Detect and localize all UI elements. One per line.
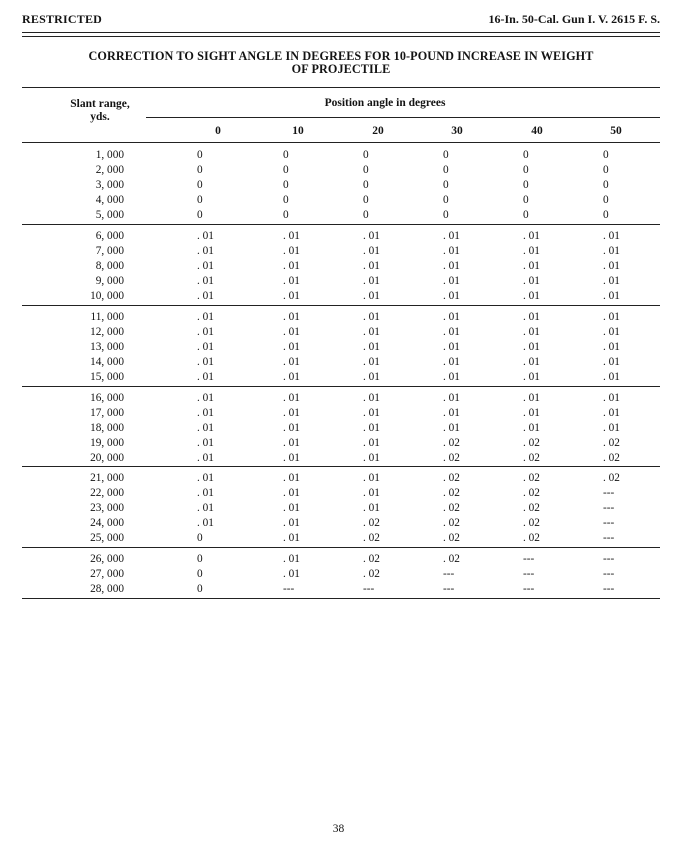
correction-value-cell: 0 (363, 164, 369, 176)
correction-value-cell: . 01 (603, 311, 620, 323)
correction-value-cell: . 01 (197, 487, 214, 499)
slant-range-cell: 16, 000 (90, 392, 124, 404)
header-bottom-rule (22, 142, 660, 143)
correction-value-cell: 0 (443, 194, 449, 206)
correction-value-cell: 0 (523, 164, 529, 176)
correction-value-cell: 0 (363, 209, 369, 221)
correction-value-cell: --- (283, 583, 295, 595)
correction-value-cell: . 02 (603, 452, 620, 464)
correction-value-cell: 0 (197, 583, 203, 595)
correction-value-cell: . 01 (283, 230, 300, 242)
correction-value-cell: 0 (603, 209, 609, 221)
correction-value-cell: . 01 (283, 553, 300, 565)
correction-value-cell: 0 (523, 179, 529, 191)
correction-value-cell: --- (443, 583, 455, 595)
slant-range-cell: 15, 000 (90, 371, 124, 383)
correction-value-cell: 0 (197, 149, 203, 161)
correction-value-cell: --- (603, 532, 615, 544)
position-angle-header: Position angle in degrees (324, 97, 446, 109)
correction-value-cell: . 01 (283, 275, 300, 287)
table-title (22, 50, 660, 76)
correction-value-cell: . 02 (363, 568, 380, 580)
correction-value-cell: . 01 (197, 371, 214, 383)
correction-value-cell: . 02 (443, 437, 460, 449)
correction-value-cell: . 01 (523, 371, 540, 383)
correction-value-cell: . 02 (443, 452, 460, 464)
correction-value-cell: . 01 (363, 392, 380, 404)
correction-value-cell: 0 (443, 179, 449, 191)
correction-value-cell: . 01 (363, 230, 380, 242)
correction-value-cell: --- (603, 487, 615, 499)
correction-value-cell: . 02 (443, 502, 460, 514)
correction-value-cell: 0 (197, 164, 203, 176)
slant-range-header-line-1: Slant range, (70, 98, 130, 110)
group-divider-rule (22, 386, 660, 387)
correction-value-cell: . 01 (283, 452, 300, 464)
page-number: 38 (332, 823, 345, 835)
slant-range-cell: 22, 000 (90, 487, 124, 499)
correction-value-cell: . 01 (523, 245, 540, 257)
correction-value-cell: . 01 (283, 341, 300, 353)
correction-value-cell: . 01 (283, 311, 300, 323)
correction-value-cell: --- (603, 553, 615, 565)
correction-value-cell: . 01 (443, 275, 460, 287)
correction-value-cell: . 01 (363, 245, 380, 257)
correction-value-cell: . 01 (363, 437, 380, 449)
correction-value-cell: 0 (443, 209, 449, 221)
correction-value-cell: . 01 (523, 326, 540, 338)
correction-value-cell: . 01 (603, 407, 620, 419)
slant-range-cell: 10, 000 (90, 290, 124, 302)
correction-value-cell: . 01 (523, 290, 540, 302)
correction-value-cell: . 02 (603, 437, 620, 449)
correction-value-cell: . 02 (523, 487, 540, 499)
correction-value-cell: 0 (197, 209, 203, 221)
angle-header-10: 10 (292, 125, 304, 137)
correction-value-cell: 0 (603, 194, 609, 206)
correction-value-cell: . 01 (197, 311, 214, 323)
correction-value-cell: --- (603, 517, 615, 529)
correction-value-cell: . 01 (603, 392, 620, 404)
slant-range-header (55, 98, 145, 124)
correction-value-cell: . 01 (283, 290, 300, 302)
correction-value-cell: 0 (197, 532, 203, 544)
slant-range-cell: 28, 000 (90, 583, 124, 595)
correction-value-cell: . 01 (283, 371, 300, 383)
correction-value-cell: . 01 (523, 260, 540, 272)
correction-value-cell: . 01 (523, 356, 540, 368)
correction-value-cell: 0 (197, 568, 203, 580)
correction-value-cell: . 01 (197, 452, 214, 464)
angle-header-rule (146, 117, 660, 118)
correction-value-cell: . 01 (197, 275, 214, 287)
slant-range-cell: 3, 000 (95, 179, 124, 191)
correction-value-cell: . 01 (363, 326, 380, 338)
correction-value-cell: . 01 (363, 472, 380, 484)
correction-value-cell: . 01 (363, 275, 380, 287)
correction-value-cell: . 01 (197, 502, 214, 514)
correction-value-cell: . 01 (363, 487, 380, 499)
slant-range-cell: 24, 000 (90, 517, 124, 529)
slant-range-cell: 14, 000 (90, 356, 124, 368)
correction-value-cell: . 02 (363, 532, 380, 544)
correction-value-cell: 0 (603, 179, 609, 191)
correction-value-cell: . 01 (283, 568, 300, 580)
correction-value-cell: 0 (363, 149, 369, 161)
correction-value-cell: . 02 (443, 553, 460, 565)
correction-value-cell: . 01 (197, 392, 214, 404)
correction-value-cell: . 01 (197, 407, 214, 419)
slant-range-cell: 18, 000 (90, 422, 124, 434)
correction-value-cell: . 01 (443, 245, 460, 257)
correction-value-cell: . 02 (523, 517, 540, 529)
correction-value-cell: . 01 (603, 245, 620, 257)
correction-value-cell: . 02 (523, 502, 540, 514)
correction-value-cell: 0 (523, 194, 529, 206)
slant-range-cell: 26, 000 (90, 553, 124, 565)
classification-marking: RESTRICTED (22, 12, 103, 26)
correction-value-cell: . 01 (283, 487, 300, 499)
correction-value-cell: . 01 (197, 230, 214, 242)
correction-value-cell: 0 (197, 194, 203, 206)
correction-value-cell: . 01 (363, 290, 380, 302)
header-rule-secondary (22, 36, 660, 37)
angle-header-50: 50 (610, 125, 622, 137)
correction-value-cell: . 01 (443, 356, 460, 368)
correction-value-cell: . 01 (363, 311, 380, 323)
correction-value-cell: . 01 (363, 356, 380, 368)
correction-value-cell: . 01 (523, 392, 540, 404)
table-title-line-2: OF PROJECTILE (291, 62, 391, 76)
correction-value-cell: . 02 (443, 472, 460, 484)
correction-value-cell: . 02 (523, 437, 540, 449)
correction-value-cell: . 01 (443, 311, 460, 323)
group-divider-rule (22, 305, 660, 306)
correction-value-cell: . 01 (443, 422, 460, 434)
slant-range-cell: 9, 000 (95, 275, 124, 287)
slant-range-cell: 21, 000 (90, 472, 124, 484)
correction-value-cell: . 01 (443, 341, 460, 353)
correction-value-cell: . 01 (523, 311, 540, 323)
slant-range-cell: 6, 000 (95, 230, 124, 242)
correction-value-cell: 0 (523, 209, 529, 221)
correction-value-cell: . 01 (443, 290, 460, 302)
correction-value-cell: . 01 (363, 502, 380, 514)
correction-value-cell: . 01 (283, 356, 300, 368)
correction-value-cell: 0 (283, 149, 289, 161)
header-rule (22, 32, 660, 33)
slant-range-header-line-2: yds. (90, 111, 110, 123)
correction-value-cell: . 01 (283, 472, 300, 484)
correction-value-cell: . 01 (523, 275, 540, 287)
correction-value-cell: . 01 (197, 326, 214, 338)
correction-value-cell: . 01 (283, 532, 300, 544)
correction-value-cell: . 01 (283, 260, 300, 272)
correction-value-cell: . 01 (523, 230, 540, 242)
correction-value-cell: . 02 (363, 517, 380, 529)
slant-range-cell: 25, 000 (90, 532, 124, 544)
correction-value-cell: . 01 (197, 437, 214, 449)
correction-value-cell: --- (523, 568, 535, 580)
correction-value-cell: . 01 (363, 452, 380, 464)
correction-value-cell: 0 (603, 149, 609, 161)
correction-value-cell: . 01 (197, 472, 214, 484)
correction-value-cell: --- (603, 568, 615, 580)
correction-value-cell: 0 (283, 164, 289, 176)
correction-value-cell: . 01 (523, 341, 540, 353)
correction-value-cell: . 01 (283, 437, 300, 449)
correction-value-cell: --- (523, 583, 535, 595)
slant-range-cell: 12, 000 (90, 326, 124, 338)
correction-value-cell: . 01 (603, 356, 620, 368)
correction-value-cell: . 01 (197, 356, 214, 368)
correction-value-cell: . 01 (603, 371, 620, 383)
correction-value-cell: . 01 (197, 245, 214, 257)
correction-value-cell: . 01 (197, 517, 214, 529)
correction-value-cell: --- (363, 583, 375, 595)
slant-range-cell: 1, 000 (95, 149, 124, 161)
correction-value-cell: . 01 (363, 341, 380, 353)
correction-value-cell: . 01 (603, 341, 620, 353)
correction-value-cell: . 01 (443, 230, 460, 242)
correction-value-cell: --- (603, 502, 615, 514)
correction-value-cell: . 01 (283, 407, 300, 419)
correction-value-cell: . 01 (363, 422, 380, 434)
correction-value-cell: . 01 (603, 290, 620, 302)
correction-value-cell: . 01 (443, 392, 460, 404)
correction-value-cell: . 02 (443, 517, 460, 529)
correction-value-cell: . 01 (283, 502, 300, 514)
group-divider-rule (22, 466, 660, 467)
correction-value-cell: --- (523, 553, 535, 565)
correction-value-cell: 0 (283, 194, 289, 206)
correction-value-cell: . 02 (443, 487, 460, 499)
correction-value-cell: . 01 (283, 326, 300, 338)
correction-value-cell: . 02 (523, 452, 540, 464)
correction-value-cell: 0 (197, 553, 203, 565)
angle-header-20: 20 (372, 125, 384, 137)
angle-header-40: 40 (531, 125, 543, 137)
correction-value-cell: 0 (443, 149, 449, 161)
slant-range-cell: 23, 000 (90, 502, 124, 514)
correction-value-cell: . 01 (603, 275, 620, 287)
correction-value-cell: 0 (363, 194, 369, 206)
correction-value-cell: . 01 (283, 422, 300, 434)
correction-value-cell: . 01 (603, 422, 620, 434)
correction-value-cell: 0 (283, 209, 289, 221)
correction-value-cell: . 02 (443, 532, 460, 544)
correction-value-cell: . 01 (363, 260, 380, 272)
correction-value-cell: . 01 (197, 341, 214, 353)
group-divider-rule (22, 224, 660, 225)
correction-value-cell: --- (443, 568, 455, 580)
angle-header-30: 30 (451, 125, 463, 137)
slant-range-cell: 4, 000 (95, 194, 124, 206)
correction-value-cell: 0 (603, 164, 609, 176)
correction-value-cell: . 01 (197, 422, 214, 434)
group-divider-rule (22, 547, 660, 548)
document-reference: 16-In. 50-Cal. Gun I. V. 2615 F. S. (488, 12, 660, 26)
table-top-rule (22, 87, 660, 88)
correction-value-cell: . 01 (523, 422, 540, 434)
slant-range-cell: 13, 000 (90, 341, 124, 353)
correction-value-cell: . 01 (443, 371, 460, 383)
slant-range-cell: 27, 000 (90, 568, 124, 580)
slant-range-cell: 7, 000 (95, 245, 124, 257)
correction-value-cell: . 02 (363, 553, 380, 565)
correction-value-cell: 0 (197, 179, 203, 191)
correction-value-cell: . 01 (197, 290, 214, 302)
correction-value-cell: . 01 (283, 517, 300, 529)
correction-value-cell: . 01 (283, 392, 300, 404)
correction-value-cell: . 01 (283, 245, 300, 257)
slant-range-cell: 5, 000 (95, 209, 124, 221)
slant-range-cell: 11, 000 (90, 311, 124, 323)
correction-value-cell: 0 (363, 179, 369, 191)
table-bottom-rule (22, 598, 660, 599)
angle-header-0: 0 (215, 125, 221, 137)
slant-range-cell: 8, 000 (95, 260, 124, 272)
correction-value-cell: . 01 (443, 260, 460, 272)
correction-value-cell: . 01 (603, 260, 620, 272)
correction-value-cell: . 01 (443, 326, 460, 338)
correction-value-cell: . 01 (363, 407, 380, 419)
correction-value-cell: . 02 (603, 472, 620, 484)
correction-value-cell: . 01 (197, 260, 214, 272)
correction-value-cell: . 01 (443, 407, 460, 419)
slant-range-cell: 2, 000 (95, 164, 124, 176)
correction-value-cell: 0 (443, 164, 449, 176)
slant-range-cell: 17, 000 (90, 407, 124, 419)
correction-value-cell: . 01 (363, 371, 380, 383)
slant-range-cell: 19, 000 (90, 437, 124, 449)
slant-range-cell: 20, 000 (90, 452, 124, 464)
correction-value-cell: 0 (283, 179, 289, 191)
correction-value-cell: . 01 (603, 230, 620, 242)
correction-value-cell: . 01 (523, 407, 540, 419)
correction-value-cell: --- (603, 583, 615, 595)
correction-value-cell: . 01 (603, 326, 620, 338)
correction-value-cell: 0 (523, 149, 529, 161)
table-title-line-1: CORRECTION TO SIGHT ANGLE IN DEGREES FOR 10-POUND INCREASE IN WEIGHT (88, 49, 594, 63)
correction-value-cell: . 02 (523, 532, 540, 544)
correction-value-cell: . 02 (523, 472, 540, 484)
